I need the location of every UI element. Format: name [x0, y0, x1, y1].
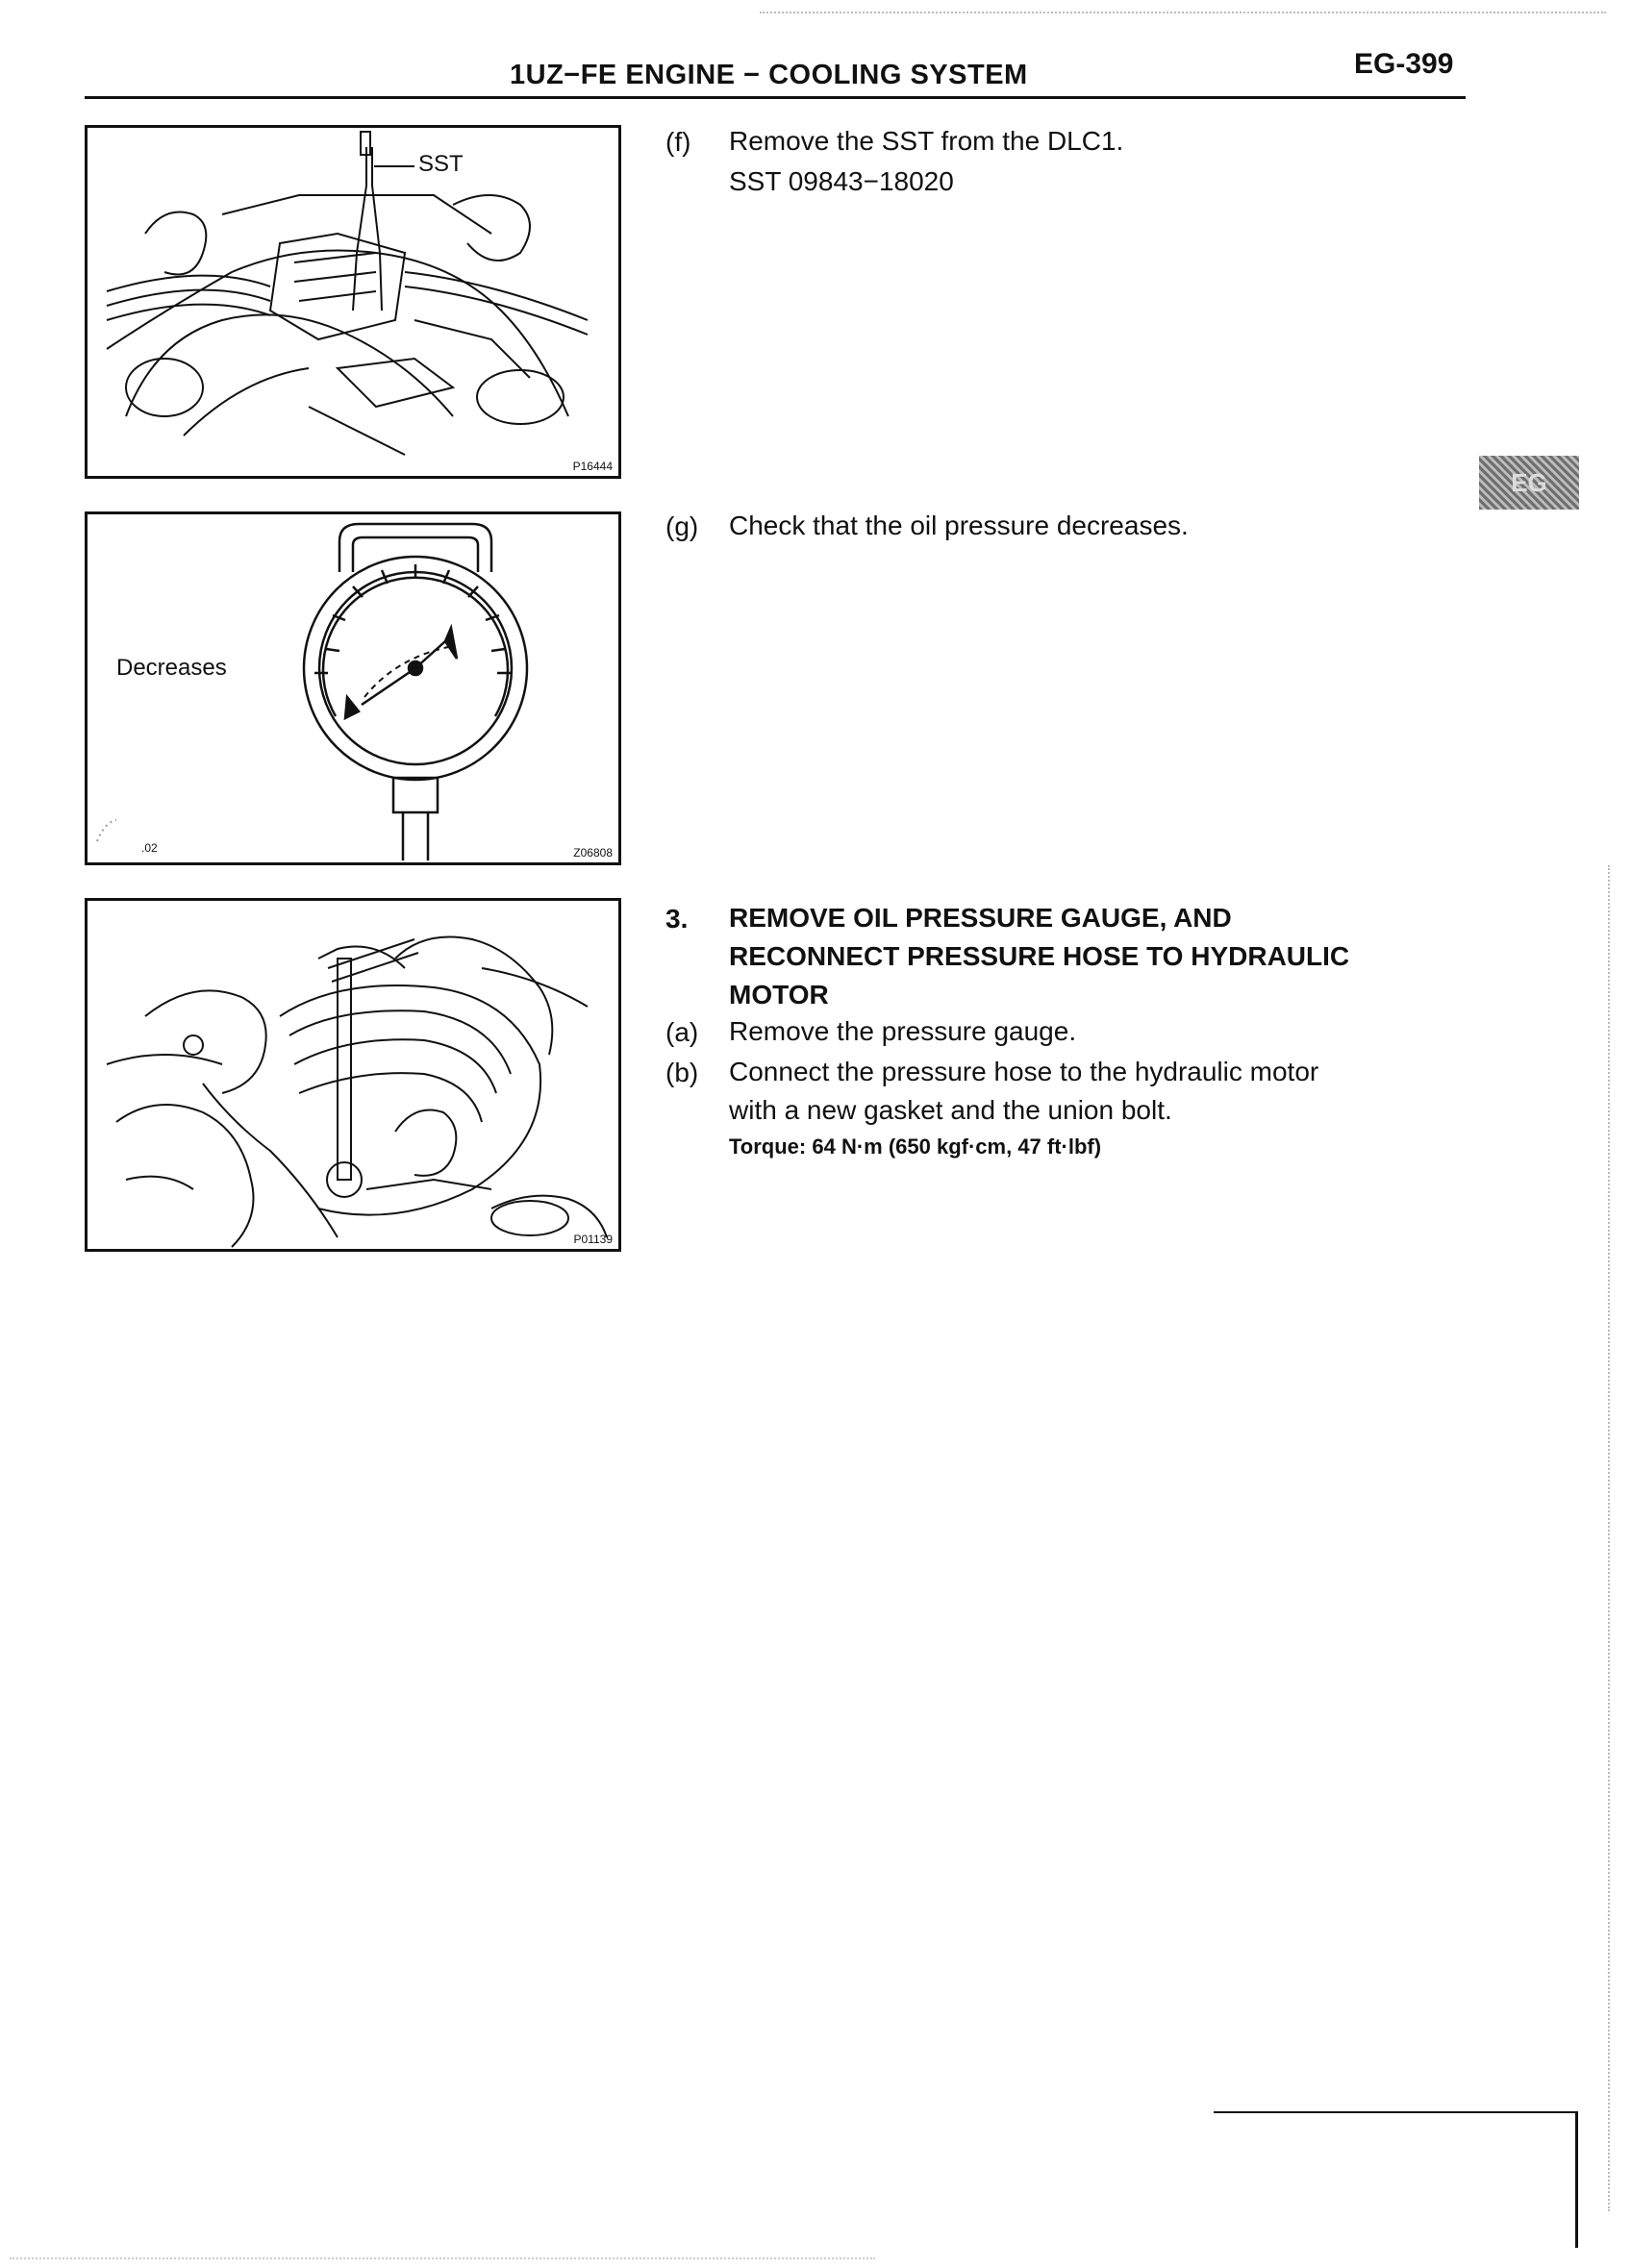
page-title: 1UZ−FE ENGINE − COOLING SYSTEM: [510, 60, 1028, 90]
step-f-label: (f): [665, 127, 691, 157]
hydraulic-motor-illustration: [88, 901, 618, 1249]
figure-code: P01139: [573, 1233, 613, 1246]
figure-code: Z06808: [573, 846, 613, 860]
scan-dotted-line-top: [760, 12, 1606, 13]
figure-code: P16444: [572, 460, 613, 473]
figure-sst-dlc1: [85, 125, 621, 479]
page-number: EG-399: [1354, 48, 1454, 80]
step-3-title-line3: MOTOR: [729, 980, 829, 1009]
step-g-text: Check that the oil pressure decreases.: [729, 511, 1189, 540]
figure-corner-mark: .02: [141, 841, 158, 855]
step-3b-label: (b): [665, 1058, 699, 1087]
step-3-number: 3.: [665, 904, 689, 934]
torque-spec: Torque: 64 N·m (650 kgf·cm, 47 ft·lbf): [729, 1134, 1102, 1159]
scan-dotted-line-bottom: [10, 2257, 875, 2259]
figure-pressure-gauge: [85, 511, 621, 865]
pressure-gauge-illustration: [88, 514, 618, 862]
step-3-title-line2: RECONNECT PRESSURE HOSE TO HYDRAULIC: [729, 941, 1350, 971]
header-rule: [85, 96, 1466, 99]
page-corner-mark: [1214, 2111, 1578, 2248]
section-tab: EG: [1479, 456, 1579, 510]
step-f-line1: Remove the SST from the DLC1.: [729, 126, 1124, 156]
step-3b-line1: Connect the pressure hose to the hydraulic motor: [729, 1057, 1319, 1086]
engine-bay-illustration: [88, 128, 618, 476]
figure-callout-sst: SST: [418, 151, 464, 177]
step-f-sst-number: SST 09843−18020: [729, 166, 954, 196]
scan-dotted-line-right: [1608, 865, 1610, 2211]
figure-reconnect-hose: [85, 898, 621, 1252]
figure-callout-decreases: Decreases: [116, 655, 227, 681]
step-g-label: (g): [665, 511, 699, 541]
step-3-title-line1: REMOVE OIL PRESSURE GAUGE, AND: [729, 903, 1232, 933]
step-3a-text: Remove the pressure gauge.: [729, 1016, 1077, 1046]
step-3a-label: (a): [665, 1017, 699, 1047]
step-3b-line2: with a new gasket and the union bolt.: [729, 1095, 1172, 1125]
